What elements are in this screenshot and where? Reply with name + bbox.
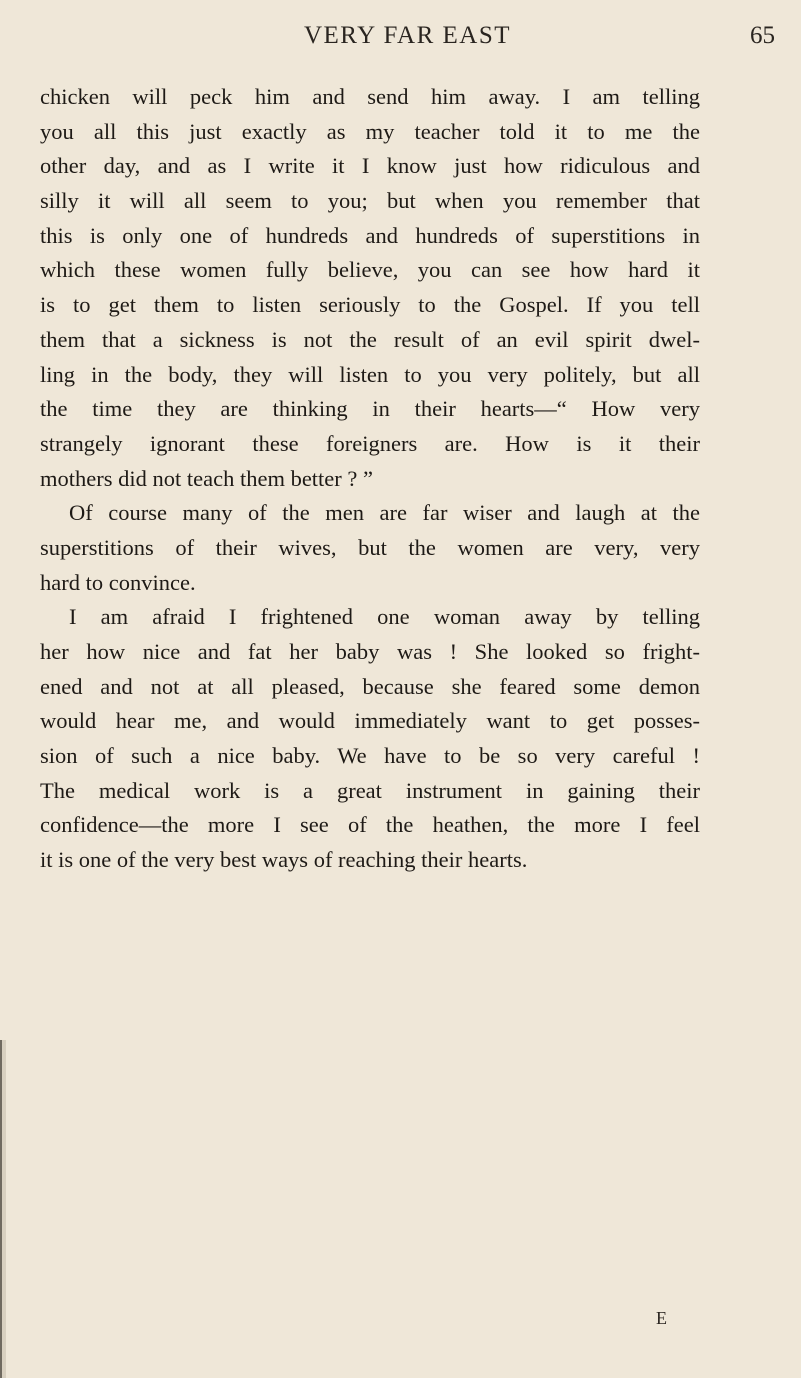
signature-mark: E: [656, 1308, 667, 1328]
text-line: strangely ignorant these foreigners are. How is it their: [40, 430, 700, 456]
text-line: The medical work is a great instrument in gaining their: [40, 777, 700, 803]
text-line: this is only one of hundreds and hundreds of superstitions in: [40, 222, 700, 248]
text-line: confidence—the more I see of the heathen, the more I feel: [40, 812, 700, 838]
text-line: would hear me, and would immediately want to get posses-: [40, 708, 700, 734]
text-line: hard to convince.: [40, 569, 196, 595]
text-line: ling in the body, they will listen to you very politely, but all: [40, 361, 700, 387]
text-line: you all this just exactly as my teacher told it to me the: [40, 118, 700, 144]
text-line: superstitions of their wives, but the women are very, very: [40, 534, 700, 560]
body-text: [40, 80, 700, 878]
text-line: other day, and as I write it I know just how ridiculous and: [40, 153, 700, 179]
text-line: the time they are thinking in their hearts—“ How very: [40, 396, 700, 422]
text-line: ened and not at all pleased, because she feared some demon: [40, 673, 700, 699]
text-line: is to get them to listen seriously to the Gospel. If you tell: [40, 292, 700, 318]
text-line: chicken will peck him and send him away. I am telling: [40, 84, 700, 109]
running-title: VERY FAR EAST: [303, 22, 512, 49]
text-line: her how nice and fat her baby was ! She looked so fright-: [40, 639, 700, 664]
running-head: [40, 22, 775, 52]
text-line: sion of such a nice baby. We have to be so very careful !: [40, 743, 700, 769]
text-line: Of course many of the men are far wiser and laugh at the: [69, 500, 700, 526]
text-line: which these women fully believe, you can see how hard it: [40, 257, 700, 283]
text-line: silly it will all seem to you; but when you remember that: [40, 188, 700, 214]
text-line: it is one of the very best ways of reaching their hearts.: [40, 847, 528, 873]
text-line: mothers did not teach them better ? ”: [40, 465, 374, 491]
page-edge-shadow: [0, 1040, 6, 1378]
text-line: them that a sickness is not the result of an evil spirit dwel-: [40, 326, 700, 352]
text-line: I am afraid I frightened one woman away by telling: [69, 604, 700, 630]
page-number: 65: [750, 22, 775, 49]
